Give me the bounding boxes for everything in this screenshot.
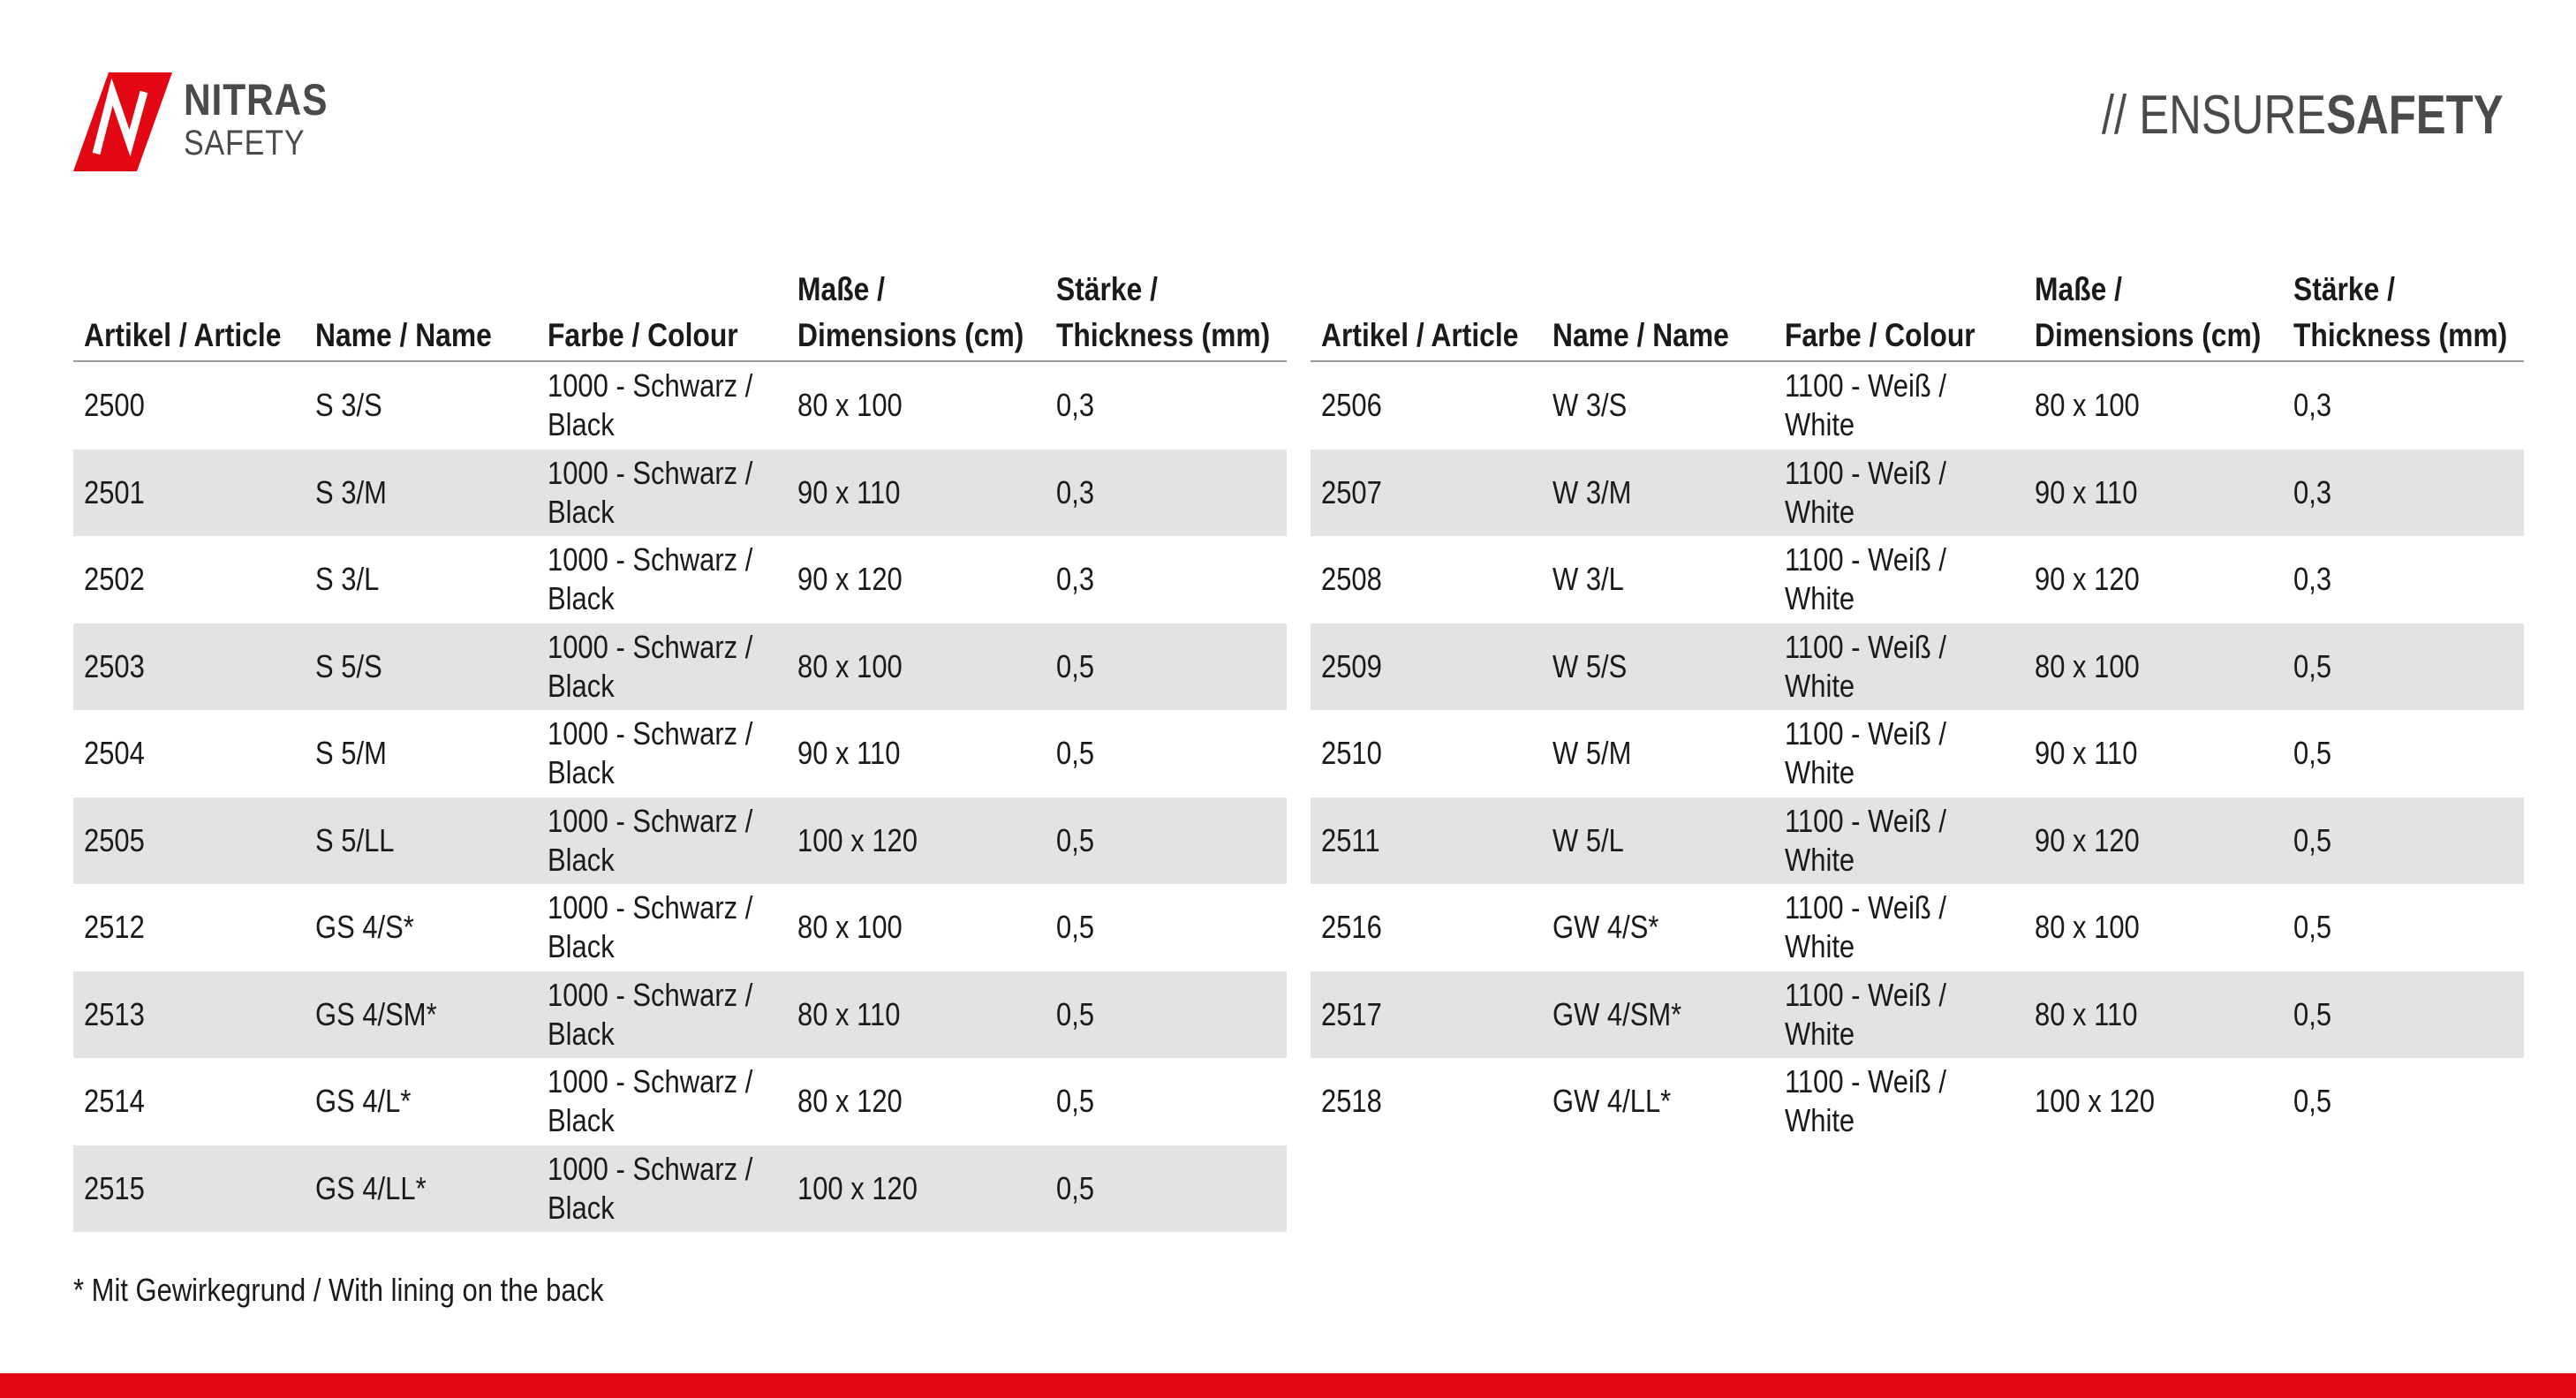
cell-thickness: 0,5	[2283, 797, 2524, 885]
cell-name: S 5/M	[315, 735, 387, 772]
cell-colour: 1000 - Schwarz / Black	[548, 367, 753, 443]
header-thickness: Stärke / Thickness (mm)	[2283, 265, 2524, 361]
cell-article: 2510	[1321, 735, 1382, 772]
cell-colour: 1000 - Schwarz / Black	[548, 1063, 753, 1139]
cell-dimensions: 90 x 110	[2035, 735, 2138, 772]
cell-dimensions: 90 x 120	[797, 561, 903, 598]
cell-article: 2516	[1321, 909, 1382, 946]
table-row	[73, 361, 1287, 450]
table-row	[73, 710, 1287, 797]
cell-name: W 5/S	[1542, 623, 1774, 711]
header-colour: Farbe / Colour	[537, 265, 787, 361]
cell-article: 2515	[73, 1145, 305, 1233]
cell-name: W 3/M	[1542, 450, 1774, 537]
brand-name: NITRAS	[184, 75, 329, 125]
cell-name: GS 4/L*	[315, 1083, 412, 1120]
tagline	[2102, 85, 2504, 146]
table-row	[73, 536, 1287, 623]
table-row	[1311, 450, 2524, 537]
table-body	[1311, 361, 2524, 1145]
cell-colour: 1100 - Weiß / White	[1785, 715, 1946, 791]
cell-dimensions: 80 x 100	[797, 909, 903, 946]
cell-dimensions: 100 x 120	[2035, 1083, 2156, 1120]
cell-thickness: 0,3	[2293, 561, 2332, 598]
cell-name: S 3/S	[315, 387, 382, 424]
cell-colour: 1000 - Schwarz / Black	[548, 889, 753, 965]
footnote: * Mit Gewirkegrund / With lining on the back	[73, 1272, 604, 1308]
cell-article: 2509	[1311, 623, 1542, 711]
cell-name: W 3/S	[1552, 387, 1628, 424]
header-name: Name / Name	[305, 265, 537, 361]
table-row	[1311, 623, 2524, 711]
cell-thickness: 0,5	[1046, 971, 1287, 1059]
cell-name: GS 4/SM*	[305, 971, 537, 1059]
nitras-n-logo-icon	[73, 72, 172, 171]
cell-article: 2512	[84, 909, 145, 946]
cell-article: 2513	[73, 971, 305, 1059]
table-row	[73, 797, 1287, 885]
cell-colour: 1000 - Schwarz / Black	[537, 450, 787, 537]
cell-article: 2517	[1311, 971, 1542, 1059]
cell-article: 2504	[84, 735, 145, 772]
table-row	[1311, 1058, 2524, 1145]
table-row	[1311, 536, 2524, 623]
cell-name: W 5/L	[1542, 797, 1774, 885]
cell-colour: 1000 - Schwarz / Black	[548, 715, 753, 791]
cell-thickness: 0,5	[2283, 623, 2524, 711]
cell-dimensions: 100 x 120	[787, 1145, 1046, 1233]
cell-article: 2506	[1321, 387, 1382, 424]
cell-colour: 1100 - Weiß / White	[1774, 797, 2024, 885]
cell-dimensions: 80 x 110	[787, 971, 1046, 1059]
cell-colour: 1000 - Schwarz / Black	[548, 541, 753, 617]
product-table-black	[73, 265, 1287, 1232]
cell-thickness: 0,5	[2283, 971, 2524, 1059]
cell-colour: 1000 - Schwarz / Black	[537, 797, 787, 885]
header-colour: Farbe / Colour	[1774, 265, 2024, 361]
cell-thickness: 0,3	[1056, 561, 1095, 598]
cell-dimensions: 80 x 120	[797, 1083, 903, 1120]
cell-name: GW 4/LL*	[1552, 1083, 1672, 1120]
cell-colour: 1100 - Weiß / White	[1774, 450, 2024, 537]
cell-article: 2503	[73, 623, 305, 711]
cell-name: W 5/M	[1552, 735, 1632, 772]
cell-dimensions: 90 x 120	[2035, 561, 2140, 598]
cell-name: S 3/M	[305, 450, 537, 537]
cell-name: S 5/LL	[305, 797, 537, 885]
cell-thickness: 0,3	[1046, 450, 1287, 537]
cell-colour: 1100 - Weiß / White	[1785, 1063, 1946, 1139]
header-article: Artikel / Article	[1311, 265, 1542, 361]
brand-logo	[73, 72, 338, 171]
cell-name: GW 4/S*	[1552, 909, 1659, 946]
cell-dimensions: 80 x 110	[2024, 971, 2283, 1059]
cell-article: 2501	[73, 450, 305, 537]
cell-colour: 1100 - Weiß / White	[1785, 541, 1946, 617]
cell-article: 2500	[84, 387, 145, 424]
cell-colour: 1000 - Schwarz / Black	[537, 971, 787, 1059]
cell-article: 2518	[1321, 1083, 1382, 1120]
cell-thickness: 0,5	[1056, 735, 1095, 772]
cell-article: 2505	[73, 797, 305, 885]
cell-name: S 3/L	[315, 561, 380, 598]
table-header-row	[73, 265, 1287, 361]
cell-article: 2502	[84, 561, 145, 598]
brand-wordmark	[184, 75, 353, 162]
cell-colour: 1100 - Weiß / White	[1774, 971, 2024, 1059]
header-thickness: Stärke / Thickness (mm)	[1046, 265, 1287, 361]
cell-thickness: 0,3	[2283, 450, 2524, 537]
tagline-prefix: // ENSURE	[2102, 85, 2327, 146]
cell-name: GS 4/LL*	[305, 1145, 537, 1233]
table-row	[1311, 971, 2524, 1059]
cell-thickness: 0,5	[1046, 797, 1287, 885]
cell-thickness: 0,5	[1046, 1145, 1287, 1233]
cell-dimensions: 90 x 110	[797, 735, 901, 772]
cell-colour: 1000 - Schwarz / Black	[537, 623, 787, 711]
header-dimensions: Maße / Dimensions (cm)	[2024, 265, 2283, 361]
cell-name: GS 4/S*	[315, 909, 414, 946]
cell-name: W 3/L	[1552, 561, 1624, 598]
cell-dimensions: 80 x 100	[2024, 623, 2283, 711]
table-header-row	[1311, 265, 2524, 361]
cell-article: 2514	[84, 1083, 145, 1120]
bottom-accent-bar	[0, 1373, 2576, 1398]
cell-thickness: 0,5	[1056, 909, 1095, 946]
table-row	[73, 1145, 1287, 1233]
cell-thickness: 0,3	[1056, 387, 1095, 424]
table-row	[73, 884, 1287, 971]
table-row	[73, 1058, 1287, 1145]
brand-subname: SAFETY	[184, 124, 306, 162]
cell-thickness: 0,5	[2293, 909, 2332, 946]
table-row	[73, 623, 1287, 711]
table-row	[1311, 884, 2524, 971]
table-body	[73, 361, 1287, 1232]
table-row	[1311, 361, 2524, 450]
cell-dimensions: 80 x 100	[2035, 387, 2140, 424]
cell-article: 2511	[1311, 797, 1542, 885]
cell-dimensions: 80 x 100	[787, 623, 1046, 711]
cell-thickness: 0,3	[2293, 387, 2332, 424]
table-row	[73, 971, 1287, 1059]
cell-dimensions: 80 x 100	[2035, 909, 2140, 946]
cell-dimensions: 90 x 110	[787, 450, 1046, 537]
header-dimensions: Maße / Dimensions (cm)	[787, 265, 1046, 361]
cell-thickness: 0,5	[2293, 735, 2332, 772]
table-row	[1311, 797, 2524, 885]
cell-dimensions: 90 x 110	[2024, 450, 2283, 537]
cell-colour: 1000 - Schwarz / Black	[537, 1145, 787, 1233]
cell-thickness: 0,5	[2293, 1083, 2332, 1120]
cell-colour: 1100 - Weiß / White	[1785, 889, 1946, 965]
cell-thickness: 0,5	[1046, 623, 1287, 711]
table-row	[1311, 710, 2524, 797]
cell-dimensions: 80 x 100	[797, 387, 903, 424]
header-article: Artikel / Article	[73, 265, 305, 361]
cell-article: 2507	[1311, 450, 1542, 537]
header-name: Name / Name	[1542, 265, 1774, 361]
cell-name: S 5/S	[305, 623, 537, 711]
cell-thickness: 0,5	[1056, 1083, 1095, 1120]
cell-colour: 1100 - Weiß / White	[1785, 367, 1946, 443]
product-table-white	[1311, 265, 2524, 1145]
table-row	[73, 450, 1287, 537]
cell-colour: 1100 - Weiß / White	[1774, 623, 2024, 711]
cell-dimensions: 100 x 120	[787, 797, 1046, 885]
tagline-bold: SAFETY	[2326, 85, 2504, 146]
cell-article: 2508	[1321, 561, 1382, 598]
cell-name: GW 4/SM*	[1542, 971, 1774, 1059]
cell-dimensions: 90 x 120	[2024, 797, 2283, 885]
